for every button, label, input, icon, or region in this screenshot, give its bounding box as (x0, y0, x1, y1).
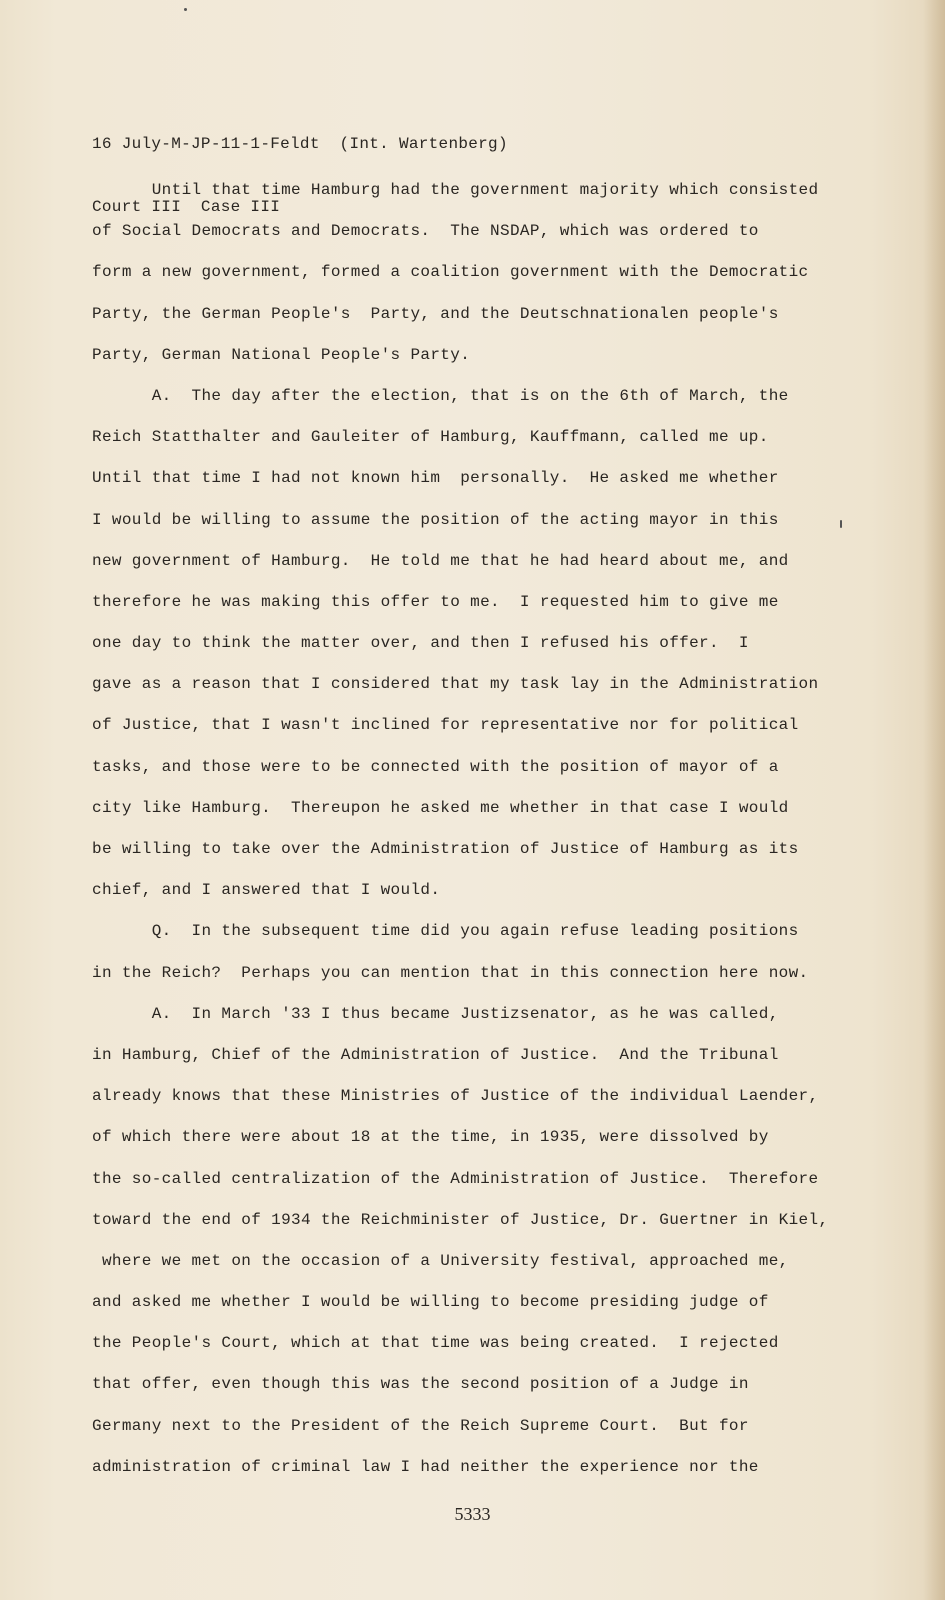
body-line: already knows that these Ministries of Justice of the individual Laender, (92, 1087, 819, 1106)
body-line: A. In March '33 I thus became Justizsenator, as he was called, (92, 1004, 779, 1023)
body-line: therefore he was making this offer to me. I requested him to give me (92, 592, 779, 611)
body-line: form a new government, formed a coalition government with the Democratic (92, 263, 809, 282)
transcript-body (92, 170, 852, 1488)
body-line: of which there were about 18 at the time, in 1935, were dissolved by (92, 1128, 769, 1147)
body-line: in Hamburg, Chief of the Administration of Justice. And the Tribunal (92, 1045, 779, 1064)
body-line: administration of criminal law I had neither the experience nor the (92, 1457, 759, 1476)
body-line: Until that time Hamburg had the government majority which consisted (92, 181, 819, 199)
body-line: toward the end of 1934 the Reichminister of Justice, Dr. Guertner in Kiel, (92, 1210, 829, 1229)
body-line: the so-called centralization of the Administration of Justice. Therefore (92, 1169, 819, 1188)
body-line: Until that time I had not known him personally. He asked me whether (92, 469, 779, 488)
header-line-2: Court III Case III (92, 198, 281, 216)
body-line: one day to think the matter over, and then I refused his offer. I (92, 634, 749, 653)
body-line: of Justice, that I wasn't inclined for representative nor for political (92, 716, 799, 735)
body-line: Party, the German People's Party, and the Deutschnationalen people's (92, 304, 779, 323)
body-line: I would be willing to assume the position of the acting mayor in this (92, 510, 779, 529)
header-line-1: 16 July-M-JP-11-1-Feldt (Int. Wartenberg) (92, 135, 508, 153)
body-line: the People's Court, which at that time was being created. I rejected (92, 1334, 779, 1353)
body-line: be willing to take over the Administration of Justice of Hamburg as its (92, 840, 799, 858)
body-line: Reich Statthalter and Gauleiter of Hamburg, Kauffmann, called me up. (92, 428, 769, 447)
page-edge-shadow (923, 0, 945, 1600)
body-line: Party, German National People's Party. (92, 345, 471, 364)
page-number: 5333 (454, 1504, 491, 1524)
body-line: in the Reich? Perhaps you can mention that in this connection here now. (92, 963, 809, 982)
body-line: chief, and I answered that I would. (92, 881, 441, 900)
body-line: where we met on the occasion of a University festival, approached me, (92, 1251, 789, 1270)
paper-speck (184, 8, 187, 11)
body-line: tasks, and those were to be connected with the position of mayor of a (92, 757, 779, 776)
body-line: gave as a reason that I considered that my task lay in the Administration (92, 675, 819, 694)
body-line: that offer, even though this was the second position of a Judge in (92, 1375, 749, 1394)
body-line: A. The day after the election, that is on the 6th of March, the (92, 386, 789, 405)
body-line: new government of Hamburg. He told me that he had heard about me, and (92, 551, 789, 570)
body-line: city like Hamburg. Thereupon he asked me whether in that case I would (92, 798, 789, 817)
body-line: Germany next to the President of the Reich Supreme Court. But for (92, 1416, 749, 1435)
body-line: and asked me whether I would be willing to become presiding judge of (92, 1293, 769, 1312)
body-line: of Social Democrats and Democrats. The NSDAP, which was ordered to (92, 222, 759, 241)
body-line: Q. In the subsequent time did you again refuse leading positions (92, 922, 799, 941)
